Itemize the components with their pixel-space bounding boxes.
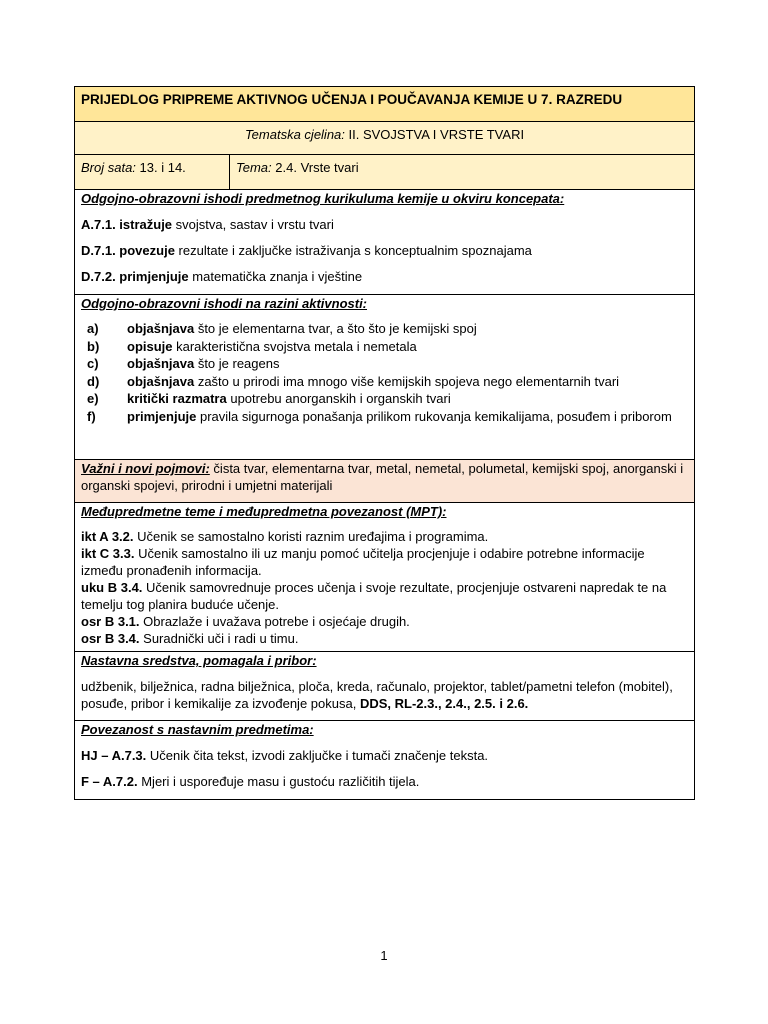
outcome-item: D.7.2. primjenjuje matematička znanja i vještine bbox=[81, 269, 363, 284]
section-heading: Nastavna sredstva, pomagala i pribor: bbox=[81, 653, 317, 668]
theme-label: Tematska cjelina: bbox=[244, 127, 345, 142]
materials-text: udžbenik, bilježnica, radna bilježnica, ploča, kreda, računalo, projektor, tablet/pametni telefon (mobitel), posuđe, pribor i kemikalije za izvođenje pokusa, DDS, RL-2.3., 2.4., 2.5. i 2.6. bbox=[81, 679, 673, 711]
outcome-item: A.7.1. istražuje svojstva, sastav i vrstu tvari bbox=[81, 217, 334, 232]
section-heading: Odgojno-obrazovni ishodi na razini aktivnosti: bbox=[81, 296, 368, 311]
concepts-text: čista tvar, elementarna tvar, metal, nemetal, polumetal, kemijski spoj, anorganski i organski spojevi, prirodni i umjetni materijali bbox=[81, 461, 684, 493]
list-item: a) objašnjava što je elementarna tvar, a što što je kemijski spoj bbox=[87, 321, 477, 336]
list-item: d) objašnjava zašto u prirodi ima mnogo više kemijskih spojeva nego elementarnih tvari bbox=[87, 373, 620, 389]
mpt-item: osr B 3.4. Suradnički uči i radi u timu. bbox=[81, 631, 299, 646]
outcome-item: D.7.1. povezuje rezultate i zaključke istraživanja s konceptualnim spoznajama bbox=[81, 243, 532, 258]
lesson-plan-table bbox=[74, 86, 695, 800]
page-number: 1 bbox=[380, 948, 388, 963]
outcomes-activity-section bbox=[75, 295, 695, 460]
materials-section bbox=[75, 652, 695, 721]
section-heading: Odgojno-obrazovni ishodi predmetnog kurikuluma kemije u okviru koncepata: bbox=[81, 191, 565, 206]
list-item: f) primjenjuje pravila sigurnoga ponašanja prilikom rukovanja kemikalijama, posuđem i priborom bbox=[87, 408, 672, 424]
section-heading: Međupredmetne teme i međupredmetna povezanost (MPT): bbox=[81, 504, 447, 519]
hours-value: 13. i 14. bbox=[135, 160, 186, 175]
mpt-item: ikt A 3.2. Učenik se samostalno koristi raznim uređajima i programima. bbox=[81, 529, 489, 544]
mpt-item: ikt C 3.3. Učenik samostalno ili uz manju pomoć učitelja procjenjuje i odabire potrebne informacije između pronađenih informacija. bbox=[81, 546, 645, 578]
topic-label: Tema: bbox=[236, 160, 272, 175]
theme-value: II. SVOJSTVA I VRSTE TVARI bbox=[344, 127, 525, 142]
lesson-hours bbox=[75, 155, 230, 190]
list-item: c) objašnjava što je reagens bbox=[87, 356, 280, 371]
activity-list bbox=[81, 320, 688, 425]
mpt-section bbox=[75, 503, 695, 652]
key-concepts-section bbox=[75, 460, 695, 503]
list-item: e) kritički razmatra upotrebu anorganskih i organskih tvari bbox=[87, 391, 451, 406]
topic-value: 2.4. Vrste tvari bbox=[271, 160, 359, 175]
document-title: PRIJEDLOG PRIPREME AKTIVNOG UČENJA I POUČAVANJA KEMIJE U 7. RAZREDU bbox=[75, 87, 695, 122]
subject-item: HJ – A.7.3. Učenik čita tekst, izvodi zaključke i tumači značenje teksta. bbox=[81, 748, 489, 763]
section-heading: Povezanost s nastavnim predmetima: bbox=[81, 722, 314, 737]
list-item: b) opisuje karakteristična svojstva metala i nemetala bbox=[87, 338, 417, 354]
hours-label: Broj sata: bbox=[81, 160, 136, 175]
subject-item: F – A.7.2. Mjeri i uspoređuje masu i gustoću različitih tijela. bbox=[81, 774, 420, 789]
mpt-item: uku B 3.4. Učenik samovrednuje proces učenja i svoje rezultate, procjenjuje ostvareni napredak te na temelju tog planira buduće učenje. bbox=[81, 580, 667, 612]
outcomes-concepts-section bbox=[75, 190, 695, 295]
section-heading: Važni i novi pojmovi: bbox=[81, 461, 210, 476]
lesson-topic bbox=[230, 155, 695, 190]
theme-unit bbox=[75, 122, 695, 155]
mpt-item: osr B 3.1. Obrazlaže i uvažava potrebe i osjećaje drugih. bbox=[81, 614, 410, 629]
subjects-section bbox=[75, 721, 695, 800]
